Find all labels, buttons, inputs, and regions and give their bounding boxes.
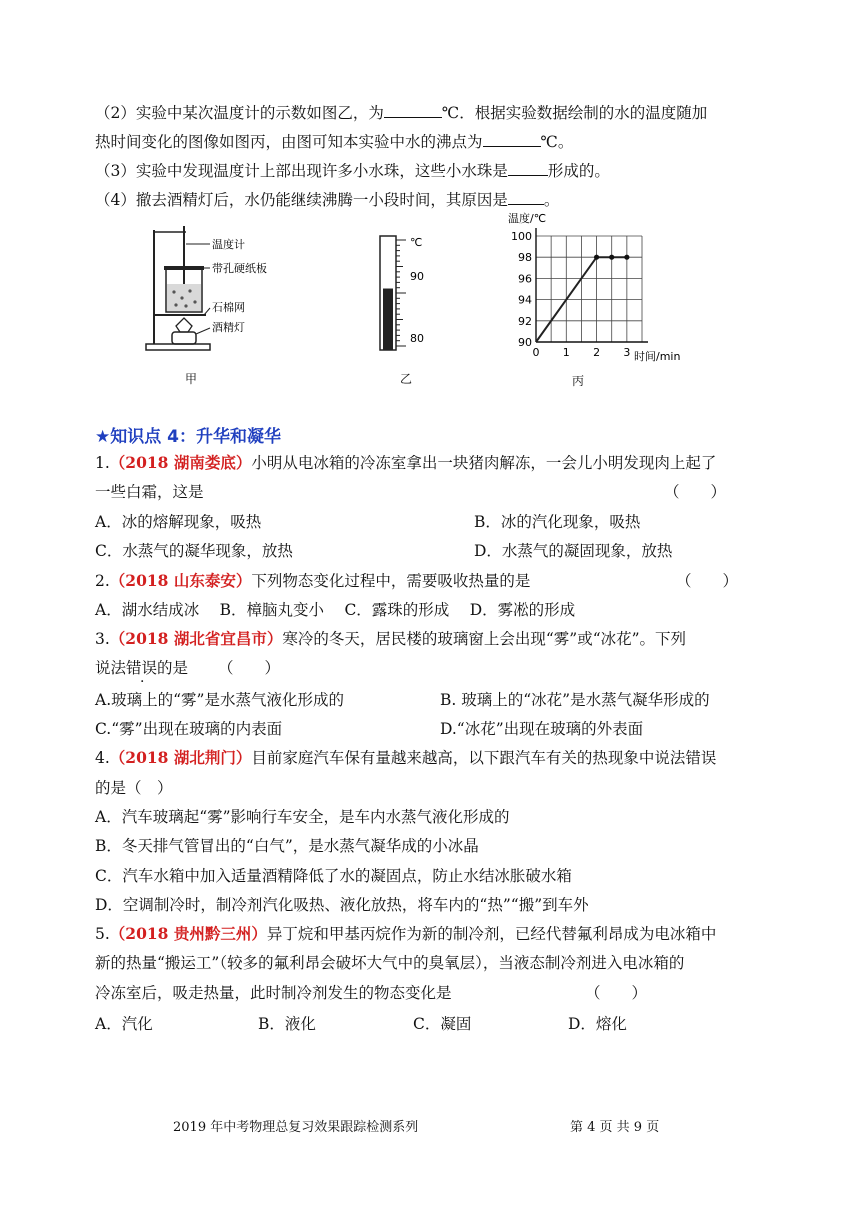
footer-page-number: 第 4 页 共 9 页 <box>570 1120 660 1135</box>
y-tick-label: 98 <box>518 251 532 265</box>
question-2-options[interactable]: A．湖水结成冰 B．樟脑丸变小 C．露珠的形成 D．雾凇的形成 <box>95 601 576 619</box>
q2-line1: （2）实验中某次温度计的示数如图乙，为 ℃．根据实验数据绘制的水的温度随加 <box>95 104 708 122</box>
y-tick-label: 96 <box>518 272 532 286</box>
chart-ylabel: 温度/℃ <box>508 212 547 225</box>
option-a[interactable]: A．汽化 <box>95 1015 153 1033</box>
x-tick-label: 0 <box>532 346 540 359</box>
question-3-line2: 说法错误的是 （ ） <box>95 659 281 677</box>
footer-series: 2019 年中考物理总复习效果跟踪检测系列 <box>173 1120 419 1135</box>
option-c[interactable]: C．汽车水箱中加入适量酒精降低了水的凝固点，防止水结冰胀破水箱 <box>95 867 572 885</box>
alcohol-lamp-flame <box>176 318 192 332</box>
option-d[interactable]: D．熔化 <box>568 1015 627 1033</box>
blank-answer[interactable] <box>508 190 544 205</box>
chart-grid <box>536 228 648 342</box>
y-tick-label: 100 <box>511 230 532 243</box>
option-a[interactable]: A．冰的熔解现象，吸热 <box>95 513 262 531</box>
chart-xlabel: 时间/min <box>634 350 681 363</box>
question-2-line1: 2.（2018 山东泰安）下列物态变化过程中，需要吸收热量的是 <box>95 571 531 590</box>
option-d[interactable]: D．空调制冷时，制冷剂汽化吸热、液化放热，将车内的“热”“搬”到车外 <box>95 896 589 914</box>
caption-jia: 甲 <box>185 372 198 386</box>
data-point <box>594 255 599 260</box>
answer-paren[interactable]: （ ） <box>218 659 281 677</box>
caption-yi: 乙 <box>400 372 413 386</box>
option-b[interactable]: B．液化 <box>258 1015 316 1033</box>
label-gauze: 石棉网 <box>212 301 245 314</box>
y-tick-label: 90 <box>518 336 532 349</box>
option-a[interactable]: A.玻璃上的“雾”是水蒸气液化形成的 <box>95 691 344 709</box>
thermometer-liquid <box>383 289 393 350</box>
question-5-line3: 冷冻室后，吸走热量，此时制冷剂发生的物态变化是 <box>95 984 452 1002</box>
thermometer-scale <box>396 240 406 346</box>
stand-base <box>146 344 210 350</box>
question-1-line2: 一些白霜，这是 <box>95 483 204 501</box>
question-1-source: （2018 湖南娄底） <box>109 453 252 472</box>
option-b[interactable]: B. 玻璃上的“冰花”是水蒸气凝华形成的 <box>440 691 710 709</box>
blank-answer[interactable] <box>483 132 541 147</box>
blank-answer[interactable] <box>508 161 548 176</box>
figure-bing-chart <box>500 210 690 365</box>
q3-line: （3）实验中发现温度计上部出现许多小水珠，这些小水珠是 形成的。 <box>95 162 610 180</box>
label-thermometer: 温度计 <box>212 238 245 251</box>
option-b[interactable]: B．冬天排气管冒出的“白气”，是水蒸气凝华成的小冰晶 <box>95 837 479 855</box>
question-4-line2: 的是（ ） <box>95 779 173 797</box>
emphasis-wrong: 错误 <box>126 659 158 677</box>
answer-paren[interactable]: （ ） <box>664 483 727 501</box>
figure-jia-apparatus <box>140 222 280 362</box>
x-tick-label: 3 <box>623 346 631 359</box>
caption-bing: 丙 <box>572 374 585 388</box>
label-cardboard: 带孔硬纸板 <box>212 262 267 275</box>
alcohol-lamp <box>172 332 196 344</box>
option-a[interactable]: A．汽车玻璃起“雾”影响行车安全，是车内水蒸气液化形成的 <box>95 808 510 826</box>
option-c[interactable]: C．水蒸气的凝华现象，放热 <box>95 542 293 560</box>
question-3-line1: 3.（2018 湖北省宜昌市）寒冷的冬天，居民楼的玻璃窗上会出现“雾”或“冰花”。下列 <box>95 629 687 648</box>
figure-yi-thermometer <box>370 232 440 354</box>
data-point <box>624 255 629 260</box>
answer-paren[interactable]: （ ） <box>676 572 739 590</box>
data-point <box>609 255 614 260</box>
option-b[interactable]: B．冰的汽化现象，吸热 <box>474 513 641 531</box>
question-1-line1: 1.（2018 湖南娄底）小明从电冰箱的冷冻室拿出一块猪肉解冻，一会儿小明发现肉上起了 <box>95 453 717 472</box>
question-5-line1: 5.（2018 贵州黔三州）异丁烷和甲基丙烷作为新的制冷剂，已经代替氟利昂成为电冰箱中 <box>95 924 717 943</box>
blank-answer[interactable] <box>384 103 442 118</box>
cardboard-lid <box>164 266 204 270</box>
x-tick-label: 1 <box>562 346 570 359</box>
question-4-line1: 4.（2018 湖北荆门）目前家庭汽车保有量越来越高，以下跟汽车有关的热现象中说法错误 <box>95 748 717 767</box>
option-d[interactable]: D．水蒸气的凝固现象，放热 <box>474 542 673 560</box>
label-lamp: 酒精灯 <box>212 321 245 334</box>
tick-label-90: 90 <box>410 270 424 283</box>
question-4-source: （2018 湖北荆门） <box>109 748 252 767</box>
q4-line: （4）撤去酒精灯后，水仍能继续沸腾一小段时间，其原因是 。 <box>95 191 560 209</box>
question-2-source: （2018 山东泰安） <box>109 571 252 590</box>
answer-paren[interactable]: （ ） <box>585 984 648 1002</box>
section-heading: ★知识点 4：升华和凝华 <box>95 427 281 447</box>
y-tick-label: 92 <box>518 314 532 328</box>
y-tick-label: 94 <box>518 293 532 307</box>
tick-label-80: 80 <box>410 332 424 345</box>
option-d[interactable]: D.“冰花”出现在玻璃的外表面 <box>440 720 644 738</box>
question-5-source: （2018 贵州黔三州） <box>109 924 267 943</box>
option-c[interactable]: C．凝固 <box>413 1015 472 1033</box>
q2-line2: 热时间变化的图像如图丙，由图可知本实验中水的沸点为 ℃。 <box>95 133 574 151</box>
question-5-line2: 新的热量“搬运工”（较多的氟利昂会破坏大气中的臭氧层），当液态制冷剂进入电冰箱的 <box>95 954 685 972</box>
option-c[interactable]: C.“雾”出现在玻璃的内表面 <box>95 720 283 738</box>
x-tick-label: 2 <box>593 346 601 359</box>
question-3-source: （2018 湖北省宜昌市） <box>109 629 283 648</box>
chart-xticks <box>533 346 631 359</box>
unit-celsius: ℃ <box>410 236 423 249</box>
chart-yticks <box>511 230 532 349</box>
